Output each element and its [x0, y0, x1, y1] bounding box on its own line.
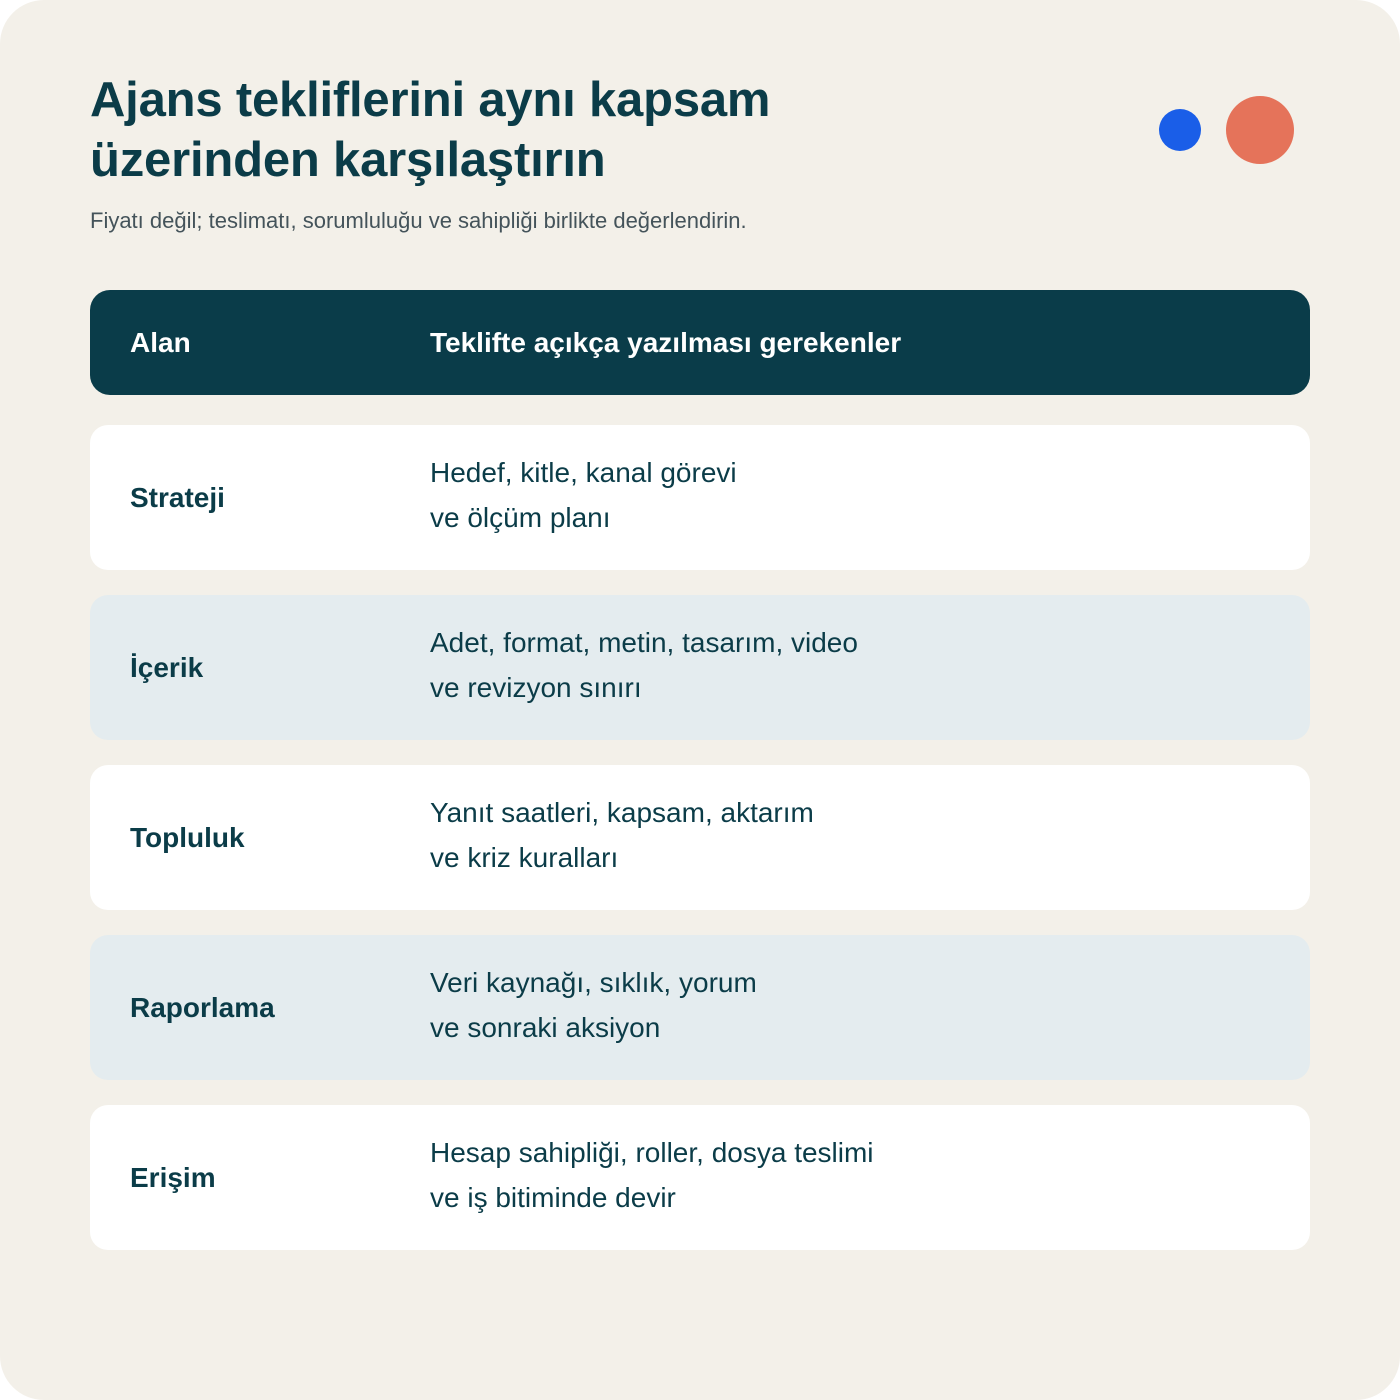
row-area-label: Erişim	[130, 1161, 216, 1193]
table-row	[90, 935, 1310, 1080]
requirements-line-2: ve revizyon sınırı	[430, 672, 642, 703]
requirements-line-1: Adet, format, metin, tasarım, video	[430, 627, 858, 658]
requirements-line-2: ve ölçüm planı	[430, 502, 611, 533]
row-area-label: Strateji	[130, 481, 225, 513]
requirements-line-2: ve sonraki aksiyon	[430, 1012, 661, 1043]
title-line-1: Ajans tekliflerini aynı kapsam	[90, 73, 771, 127]
row-area-label: İçerik	[130, 651, 204, 683]
row-requirements	[430, 790, 814, 880]
requirements-line-1: Hedef, kitle, kanal görevi	[430, 457, 737, 488]
requirements-line-2: ve kriz kuralları	[430, 842, 619, 873]
row-requirements	[430, 1130, 874, 1220]
requirements-line-2: ve iş bitiminde devir	[430, 1182, 676, 1213]
table-row	[90, 595, 1310, 740]
orange-dot-icon	[1226, 96, 1294, 164]
blue-dot-icon	[1159, 109, 1201, 151]
page-subtitle: Fiyatı değil; teslimatı, sorumluluğu ve sahipliği birlikte değerlendirin.	[90, 208, 747, 233]
row-requirements	[430, 450, 737, 540]
row-area-label: Topluluk	[130, 821, 245, 853]
column-header-requirements: Teklifte açıkça yazılması gerekenler	[430, 326, 902, 358]
page-title	[90, 70, 990, 190]
requirements-line-1: Yanıt saatleri, kapsam, aktarım	[430, 797, 814, 828]
requirements-line-1: Veri kaynağı, sıklık, yorum	[430, 967, 757, 998]
row-requirements	[430, 960, 757, 1050]
row-area-label: Raporlama	[130, 991, 275, 1023]
requirements-line-1: Hesap sahipliği, roller, dosya teslimi	[430, 1137, 874, 1168]
row-requirements	[430, 620, 858, 710]
table-header	[90, 290, 1310, 395]
table-row	[90, 1105, 1310, 1250]
title-line-2: üzerinden karşılaştırın	[90, 133, 606, 187]
table-row	[90, 765, 1310, 910]
column-header-area: Alan	[130, 326, 191, 358]
table-row	[90, 425, 1310, 570]
